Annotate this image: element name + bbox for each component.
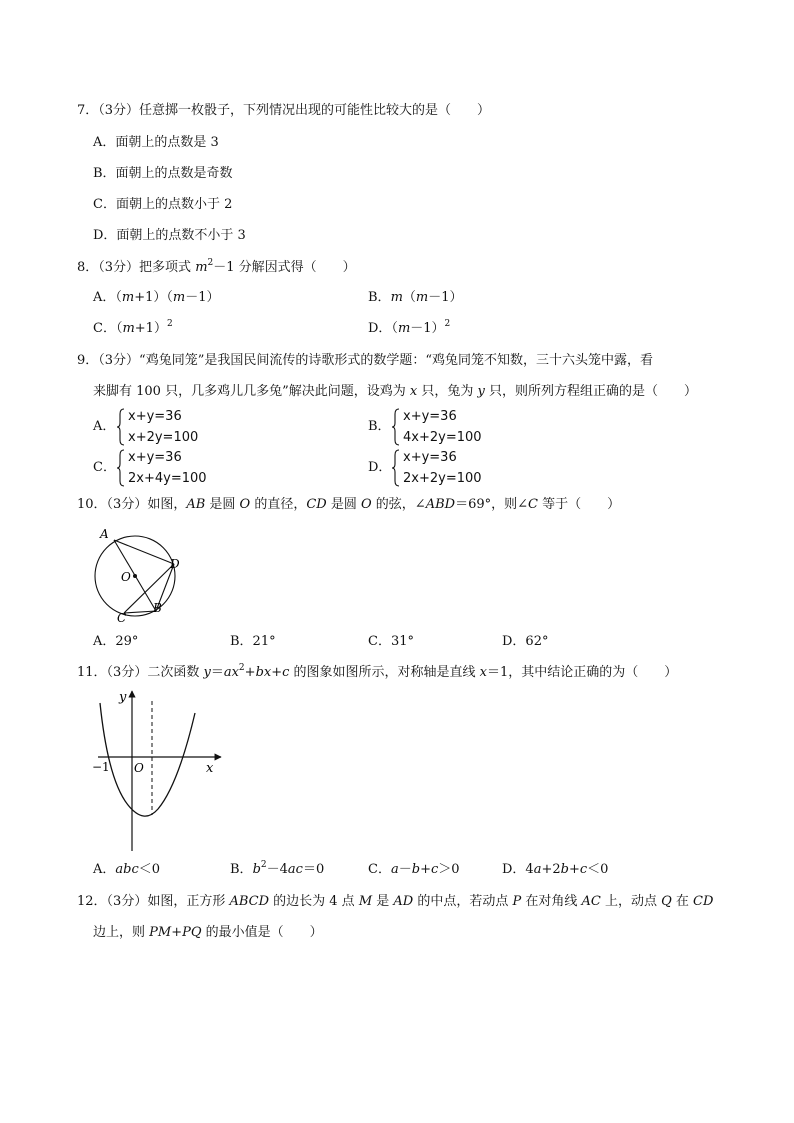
label-y: y — [119, 690, 127, 705]
parabola-curve — [100, 703, 195, 816]
label-b: B — [153, 601, 162, 615]
q8-option-d: D．$(m-1)^2$ — [368, 319, 451, 336]
q9-option-c-label: C． — [93, 460, 116, 475]
q7-option-d: D．面朝上的点数不小于 3 — [93, 228, 246, 243]
q9-option-c-eq1: x+y=36 — [128, 450, 182, 465]
q9-option-d-brace — [391, 449, 401, 487]
q9-option-b-eq2: 4x+2y=100 — [403, 430, 482, 445]
q9-option-d-eq1: x+y=36 — [403, 450, 457, 465]
q7-stem: 7．（3分）任意掷一枚骰子，下列情况出现的可能性比较大的是（ ） — [77, 103, 491, 118]
q10-option-a: A．29° — [93, 634, 139, 649]
q8-option-a: A．（m+1）（m－1） — [93, 290, 220, 305]
q9-option-d-eq2: 2x+2y=100 — [403, 471, 482, 486]
label-a: A — [100, 527, 109, 541]
q9-option-c-eq2: 2x+4y=100 — [128, 471, 207, 486]
q10-option-d: D．62° — [502, 634, 549, 649]
label-neg1: −1 — [92, 760, 110, 774]
q10-option-b: B．21° — [230, 634, 276, 649]
q11-option-c: C．a－b+c＞0 — [368, 862, 460, 877]
chord-cd — [124, 564, 174, 613]
q9-option-b-label: B． — [368, 419, 391, 434]
q11-option-b: B．$b^2-4ac=0$ — [230, 860, 325, 877]
center-dot — [133, 574, 137, 578]
q9-option-b-brace — [391, 408, 401, 446]
q9-stem-line1: 9．（3分）“鸡兔同笼”是我国民间流传的诗歌形式的数学题：“鸡兔同笼不知数，三十六头笼中露，看 — [77, 353, 653, 368]
q9-option-a-brace — [116, 408, 126, 446]
q9-option-d-label: D． — [368, 460, 392, 475]
q7-option-c: C．面朝上的点数小于 2 — [93, 197, 233, 212]
q11-option-d: D．4a+2b+c＜0 — [502, 862, 609, 877]
q12-stem-line1: 12．（3分）如图，正方形 ABCD 的边长为 4 点 M 是 AD 的中点，若动点 P 在对角线 AC 上，动点 Q 在 CD — [77, 894, 714, 909]
q12-stem-line2: 边上，则 PM+PQ 的最小值是（ ） — [93, 925, 323, 940]
q9-option-a-label: A． — [93, 419, 116, 434]
q9-option-c-brace — [116, 449, 126, 487]
q10-circle-figure — [86, 522, 188, 624]
q10-option-c: C．31° — [368, 634, 414, 649]
q8-option-c: C．$(m+1)^2$ — [93, 319, 173, 336]
q10-stem: 10．（3分）如图，AB 是圆 O 的直径，CD 是圆 O 的弦，∠ABD＝69°，则∠C 等于（ ） — [77, 497, 621, 512]
q9-option-a-eq1: x+y=36 — [128, 409, 182, 424]
q8-option-b: B．m（m－1） — [368, 290, 463, 305]
chord-ad — [114, 540, 174, 564]
q9-option-a-system — [128, 406, 198, 448]
q11-option-a: A．abc＜0 — [93, 862, 161, 877]
label-o: O — [134, 761, 144, 775]
q11-stem: 11．（3分）二次函数 $y=ax^2+bx+c$ 的图象如图所示，对称轴是直线 x＝1，其中结论正确的为（ ） — [77, 663, 678, 680]
q9-option-a-eq2: x+2y=100 — [128, 430, 199, 445]
q9-stem-line2: 来脚有 100 只，几多鸡儿几多兔”解决此问题，设鸡为 x 只，兔为 y 只，则所列方程组正确的是（ ） — [93, 384, 697, 399]
q9-option-d-system — [403, 447, 482, 489]
q11-parabola-figure — [88, 685, 228, 855]
label-d: D — [170, 557, 180, 571]
q9-option-b-system — [403, 406, 482, 448]
q9-option-c-system — [128, 447, 207, 489]
q9-option-b-eq1: x+y=36 — [403, 409, 457, 424]
label-c: C — [117, 611, 127, 624]
q7-option-b: B．面朝上的点数是奇数 — [93, 166, 233, 181]
q7-option-a: A．面朝上的点数是 3 — [93, 135, 219, 150]
q8-stem: 8．（3分）把多项式 $m^2-1$ 分解因式得（ ） — [77, 258, 356, 275]
label-x: x — [206, 761, 214, 776]
label-o: O — [121, 570, 131, 584]
